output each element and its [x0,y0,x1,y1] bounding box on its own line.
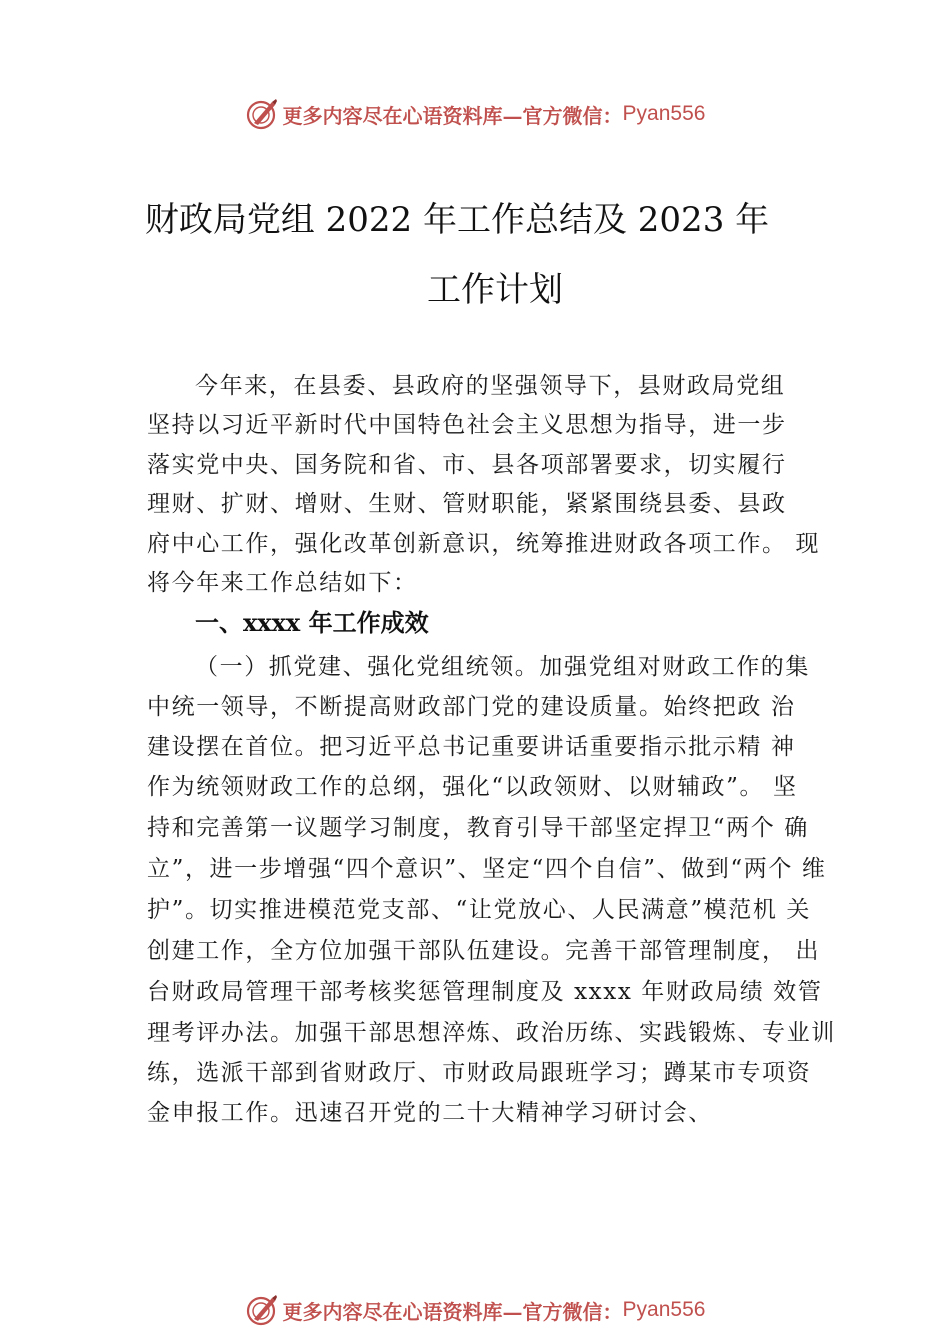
section-line: 理考评办法。加强干部思想淬炼、政治历练、实践锻炼、专业训 [147,1020,836,1046]
watermark-account: Pyan556 [622,102,706,125]
intro-line: 将今年来工作总结如下： [147,570,418,596]
document-title-line2: 工作计划 [427,270,563,310]
intro-line: 坚持以习近平新时代中国特色社会主义思想为指导，进一步 [147,412,787,438]
section-line: 护”。切实推进模范党支部、“让党放心、人民满意”模范机 关 [147,897,811,923]
section-line: 建设摆在首位。把习近平总书记重要讲话重要指示批示精 神 [147,734,796,760]
watermark-text: 更多内容尽在心语资料库—官方微信： [282,103,623,128]
section-heading: 一、xxxx 年工作成效 [195,608,429,637]
section-line: 创建工作，全方位加强干部队伍建设。完善干部管理制度， 出 [147,938,821,964]
watermark-header [0,94,950,134]
section-line: 中统一领导，不断提高财政部门党的建设质量。始终把政 治 [147,694,796,720]
watermark-account: Pyan556 [622,1298,706,1321]
quill-pen-seal-icon [245,1293,279,1327]
section-line: 金申报工作。迅速召开党的二十大精神学习研讨会、 [147,1100,713,1126]
intro-line: 落实党中央、国务院和省、市、县各项部署要求，切实履行 [147,452,787,478]
intro-line: 今年来，在县委、县政府的坚强领导下，县财政局党组 [195,373,786,399]
section-line: 练，选派干部到省财政厅、市财政局跟班学习；蹲某市专项资 [147,1060,812,1086]
intro-line: 府中心工作，强化改革创新意识，统筹推进财政各项工作。 现 [147,531,821,557]
section-line: 台财政局管理干部考核奖惩管理制度及 xxxx 年财政局绩 效管 [147,979,823,1005]
section-line: （一）抓党建、强化党组统领。加强党组对财政工作的集 [195,654,810,680]
section-line: 作为统领财政工作的总纲，强化“以政领财、以财辅政”。 坚 [147,774,798,800]
intro-line: 理财、扩财、增财、生财、管财职能，紧紧围绕县委、县政 [147,491,787,517]
section-line: 持和完善第一议题学习制度，教育引导干部坚定捍卫“两个 确 [147,815,809,841]
quill-pen-seal-icon [245,97,279,131]
watermark-footer [0,1290,950,1330]
section-line: 立”，进一步增强“四个意识”、坚定“四个自信”、做到“两个 维 [147,856,827,882]
document-title-line1: 财政局党组 2022 年工作总结及 2023 年 [144,200,770,240]
watermark-text: 更多内容尽在心语资料库—官方微信： [282,1299,623,1324]
